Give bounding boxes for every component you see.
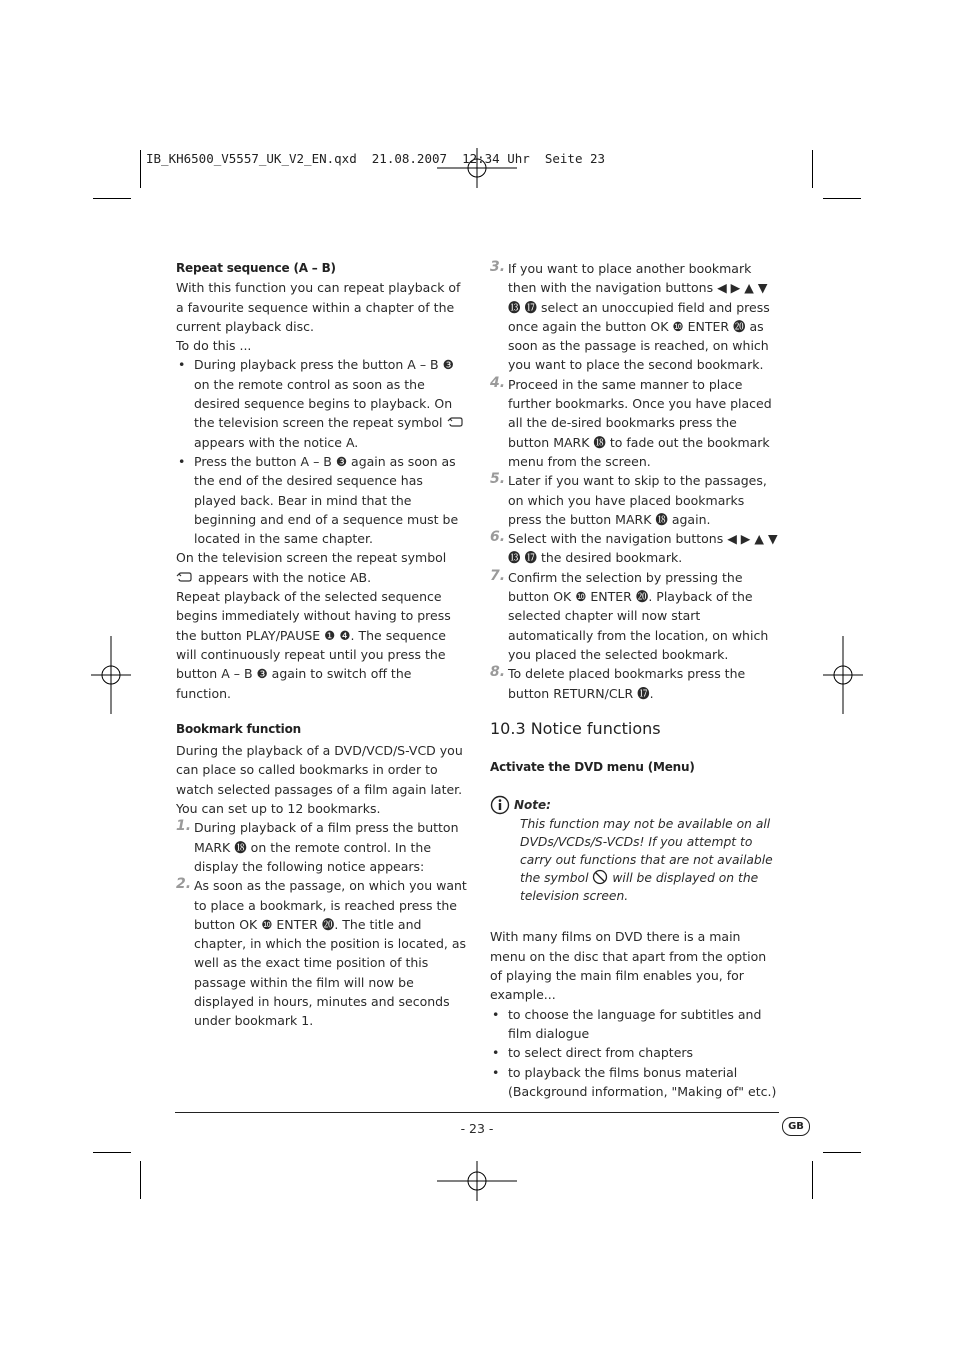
prohibited-icon (592, 869, 608, 885)
note-box (490, 795, 780, 905)
file-slug: IB_KH6500_V5557_UK_V2_EN.qxd 21.08.2007 12:34 Uhr Seite 23 (146, 151, 606, 166)
crop-mark (93, 198, 131, 199)
repeat-icon (447, 416, 465, 428)
right-column (490, 259, 780, 1101)
step-number: 8. (490, 664, 506, 681)
page-number: - 23 - (460, 1121, 494, 1136)
bullet-text-cont: appears with the notice A. (194, 434, 359, 450)
list-item: • to playback the films bonus material (Background information, "Making of" etc.) (492, 1064, 777, 1099)
step-text: Proceed in the same manner to place further bookmarks. Once you have placed all the de-sired bookmarks press the button MARK ⓲ to fade out the bookmark menu from the screen. (508, 376, 772, 469)
repeat-after-text-cont: appears with the notice AB. (197, 569, 372, 585)
step-number: 1. (176, 818, 192, 835)
step-text: If you want to place another bookmark then with the navigation buttons ◀ ▶ ▲ ▼ ⓭ ⓱ select an unoccupied field and press once again the button OK ❿ ENTER ⓴ as soon as the passage is reached, on which you want to place the second bookmark. (508, 261, 770, 373)
dvd-menu-heading: Activate the DVD menu (Menu) (490, 760, 695, 775)
repeat-after (176, 548, 468, 587)
step-text: During playback of a film press the button MARK ⓲ on the remote control. In the display the following notice appears: (194, 820, 459, 874)
repeat-intro: With this function you can repeat playback of a favourite sequence within a chapter of the current playback disc. (176, 280, 461, 334)
bookmark-heading: Bookmark function (176, 721, 301, 736)
step-text: As soon as the passage, on which you want to place a bookmark, is reached press the button OK ❿ ENTER ⓴. The title and chapter, in which the position is located, as well as the exact time position of this passage within the film will now be displayed in hours, minutes and seconds under bookmark 1. (194, 878, 467, 1029)
crop-mark (140, 150, 141, 188)
crop-mark (823, 1152, 861, 1153)
country-badge: GB (782, 1117, 810, 1136)
step-item (490, 375, 780, 471)
note-label: Note: (514, 797, 551, 812)
bookmark-intro: During the playback of a DVD/VCD/S-VCD you can place so called bookmarks in order to watch selected passages of a film again later. You can set up to 12 bookmarks. (176, 743, 463, 817)
note-text-a: This function may not be available on all DVDs/VCDs/S-VCDs! If you attempt to carry out functions that are not available the symbol (520, 817, 773, 886)
registration-mark-bottom (437, 1161, 517, 1201)
todo-text: To do this ... (176, 338, 252, 354)
bullet-text: to select direct from chapters (508, 1045, 694, 1061)
list-item: • During playback press the button A – B ❸ on the remote control as soon as the desired sequence begins to playback. On the television screen the repeat symbol appears with the notice A. (176, 355, 468, 451)
step-number: 4. (490, 374, 506, 391)
step-text: To delete placed bookmarks press the button RETURN/CLR ⓱. (508, 666, 746, 701)
step-number: 7. (490, 567, 506, 584)
repeat-heading: Repeat sequence (A – B) (176, 261, 336, 275)
bullet-text: to playback the films bonus material (Background information, "Making of" etc.) (508, 1064, 777, 1099)
crop-mark (823, 198, 861, 199)
step-item (490, 471, 780, 529)
step-number: 3. (490, 259, 506, 275)
registration-mark-right (823, 636, 863, 714)
repeat-after2: Repeat playback of the selected sequence begins immediately without having to press the button PLAY/PAUSE ❶ ❹. The sequence will continuously repeat until you press the button A – B ❸ again to switch off the function. (176, 589, 451, 701)
step-item (176, 876, 468, 1030)
note-text (520, 815, 780, 905)
list-item: • to select direct from chapters (492, 1045, 694, 1061)
step-item (490, 664, 780, 703)
step-item (176, 818, 468, 876)
left-column (176, 259, 468, 1031)
footer-rule (175, 1112, 779, 1113)
bullet-text: Press the button A – B ❸ again as soon as the end of the desired sequence has played back. Bear in mind that the beginning and end of a sequence must be located in the same chapter. (194, 453, 459, 547)
repeat-icon (176, 571, 194, 583)
crop-mark (812, 150, 813, 188)
step-text: Confirm the selection by pressing the button OK ❿ ENTER ⓴. Playback of the selected chapter will now start automatically from the location, on which you placed the selected bookmark. (508, 569, 769, 662)
step-text: Select with the navigation buttons ◀ ▶ ▲ ▼ ⓭ ⓱ the desired bookmark. (508, 531, 778, 566)
step-item (490, 568, 780, 664)
step-item (490, 529, 780, 568)
step-number: 5. (490, 471, 506, 488)
repeat-after-text: On the television screen the repeat symbol (176, 550, 447, 566)
info-icon (490, 795, 510, 815)
section-title: 10.3 Notice functions (490, 718, 661, 738)
step-number: 2. (176, 876, 192, 893)
list-item: • to choose the language for subtitles and film dialogue (492, 1006, 762, 1041)
crop-mark (140, 1161, 141, 1199)
list-item: • Press the button A – B ❸ again as soon as the end of the desired sequence has played back. Bear in mind that the beginning and end of a sequence must be located in the same chapter. (178, 453, 459, 547)
menu-intro: With many films on DVD there is a main menu on the disc that apart from the option of playing the main film enables you, for example... (490, 929, 767, 1003)
note-text-b: will be displayed on the television screen. (520, 871, 759, 904)
bullet-text: to choose the language for subtitles and film dialogue (508, 1006, 762, 1041)
step-number: 6. (490, 529, 506, 546)
registration-mark-left (91, 636, 131, 714)
step-text: Later if you want to skip to the passages, on which you have placed bookmarks press the button MARK ⓲ again. (508, 473, 767, 527)
step-item (490, 259, 780, 375)
bullet-text: During playback press the button A – B ❸ on the remote control as soon as the desired sequence begins to playback. On the television screen the repeat symbol (194, 357, 454, 431)
note-header (490, 795, 780, 815)
crop-mark (812, 1161, 813, 1199)
crop-mark (93, 1152, 131, 1153)
